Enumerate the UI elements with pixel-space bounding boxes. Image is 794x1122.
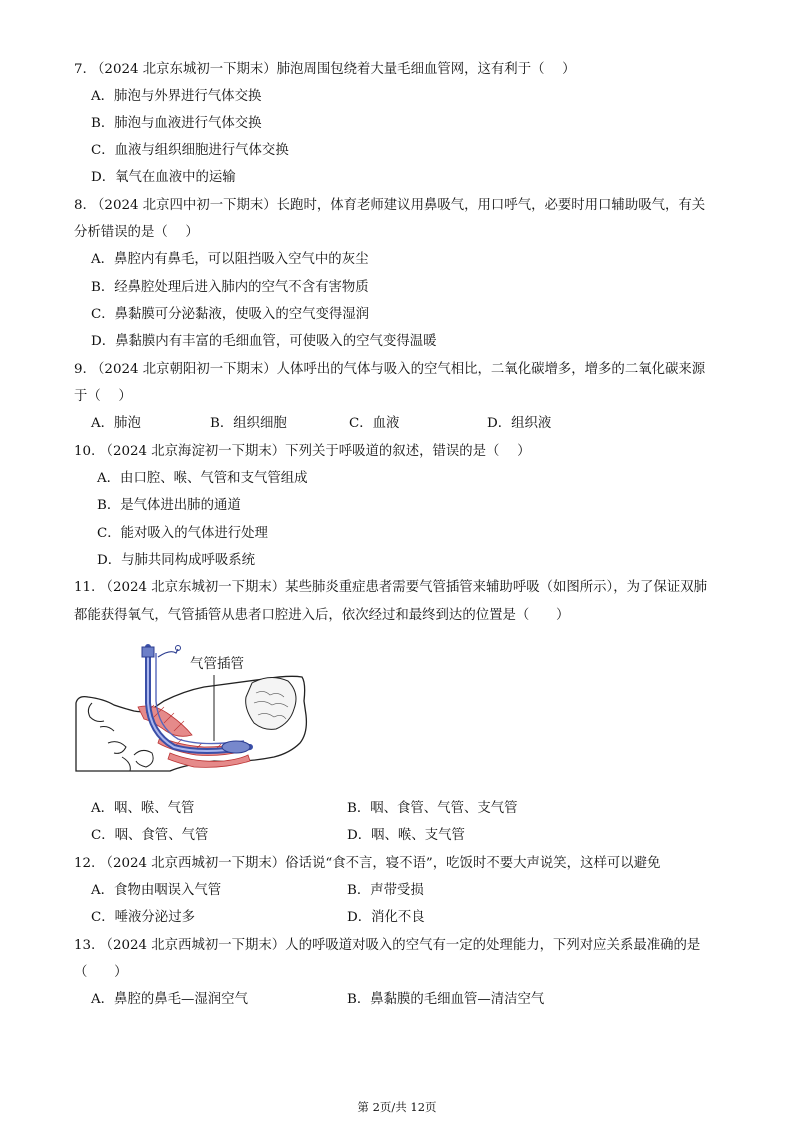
question-10-stem: 10. （2024 北京海淀初一下期末）下列关于呼吸道的叙述，错误的是（ ）	[74, 444, 531, 459]
question-12-stem: 12. （2024 北京西城初一下期末）俗话说“食不言，寝不语”，吃饭时不要大声说笑，这样可以避免	[74, 856, 661, 871]
question-8-stem-cont: 分析错误的是（ ）	[74, 225, 199, 240]
question-9-stem: 9. （2024 北京朝阳初一下期末）人体呼出的气体与吸入的空气相比，二氧化碳增多，增多的二氧化碳来源	[74, 362, 706, 377]
question-8-option-c: C．鼻黏膜可分泌黏液，使吸入的空气变得湿润	[91, 307, 370, 322]
question-9-option-a: A．肺泡	[91, 416, 141, 431]
question-11-option-a: A．咽、喉、气管	[91, 801, 195, 816]
question-12-option-b: B．声带受损	[347, 883, 424, 898]
question-10-option-c: C．能对吸入的气体进行处理	[97, 526, 268, 541]
question-9-option-c: C．血液	[349, 416, 400, 431]
figure-label-intubation: 气管插管	[190, 656, 244, 672]
question-7-option-c: C．血液与组织细胞进行气体交换	[91, 143, 289, 158]
question-11-option-d: D．咽、喉、支气管	[347, 828, 465, 843]
question-8-stem: 8. （2024 北京四中初一下期末）长跑时，体育老师建议用鼻吸气，用口呼气，必要时用口辅助吸气，有关	[74, 198, 706, 213]
question-9-option-b: B．组织细胞	[210, 416, 287, 431]
question-8-option-b: B．经鼻腔处理后进入肺内的空气不含有害物质	[91, 280, 369, 295]
question-7-option-b: B．肺泡与血液进行气体交换	[91, 116, 262, 131]
question-13-option-a: A．鼻腔的鼻毛—湿润空气	[91, 992, 248, 1007]
question-10-option-d: D．与肺共同构成呼吸系统	[97, 553, 256, 568]
question-11-stem: 11. （2024 北京东城初一下期末）某些肺炎重症患者需要气管插管来辅助呼吸（如图所示），为了保证双肺	[74, 580, 707, 595]
question-10-option-b: B．是气体进出肺的通道	[97, 498, 241, 513]
question-9-stem-cont: 于（ ）	[74, 389, 132, 404]
question-8-option-a: A．鼻腔内有鼻毛，可以阻挡吸入空气中的灰尘	[91, 252, 369, 267]
question-7-option-a: A．肺泡与外界进行气体交换	[91, 89, 262, 104]
page-footer: 第 2页/共 12页	[357, 1100, 437, 1114]
question-8-option-d: D．鼻黏膜内有丰富的毛细血管，可使吸入的空气变得温暖	[91, 334, 437, 349]
question-9-option-d: D．组织液	[487, 416, 552, 431]
question-10-option-a: A．由口腔、喉、气管和支气管组成	[97, 471, 308, 486]
question-7-option-d: D．氧气在血液中的运输	[91, 170, 236, 185]
question-7-stem: 7. （2024 北京东城初一下期末）肺泡周围包绕着大量毛细血管网，这有利于（ ）	[74, 62, 576, 77]
question-12-option-a: A．食物由咽误入气管	[91, 883, 222, 898]
question-13-stem: 13. （2024 北京西城初一下期末）人的呼吸道对吸入的空气有一定的处理能力，下列对应关系最准确的是	[74, 938, 701, 953]
question-11-option-c: C．咽、食管、气管	[91, 828, 209, 843]
question-13-option-b: B．鼻黏膜的毛细血管—清洁空气	[347, 992, 545, 1007]
question-12-option-c: C．唾液分泌过多	[91, 910, 195, 925]
question-12-option-d: D．消化不良	[347, 910, 425, 925]
question-13-stem-cont: （ ）	[74, 965, 128, 980]
question-11-option-b: B．咽、食管、气管、支气管	[347, 801, 518, 816]
question-11-stem-cont: 都能获得氧气，气管插管从患者口腔进入后，依次经过和最终到达的位置是（ ）	[74, 608, 570, 623]
